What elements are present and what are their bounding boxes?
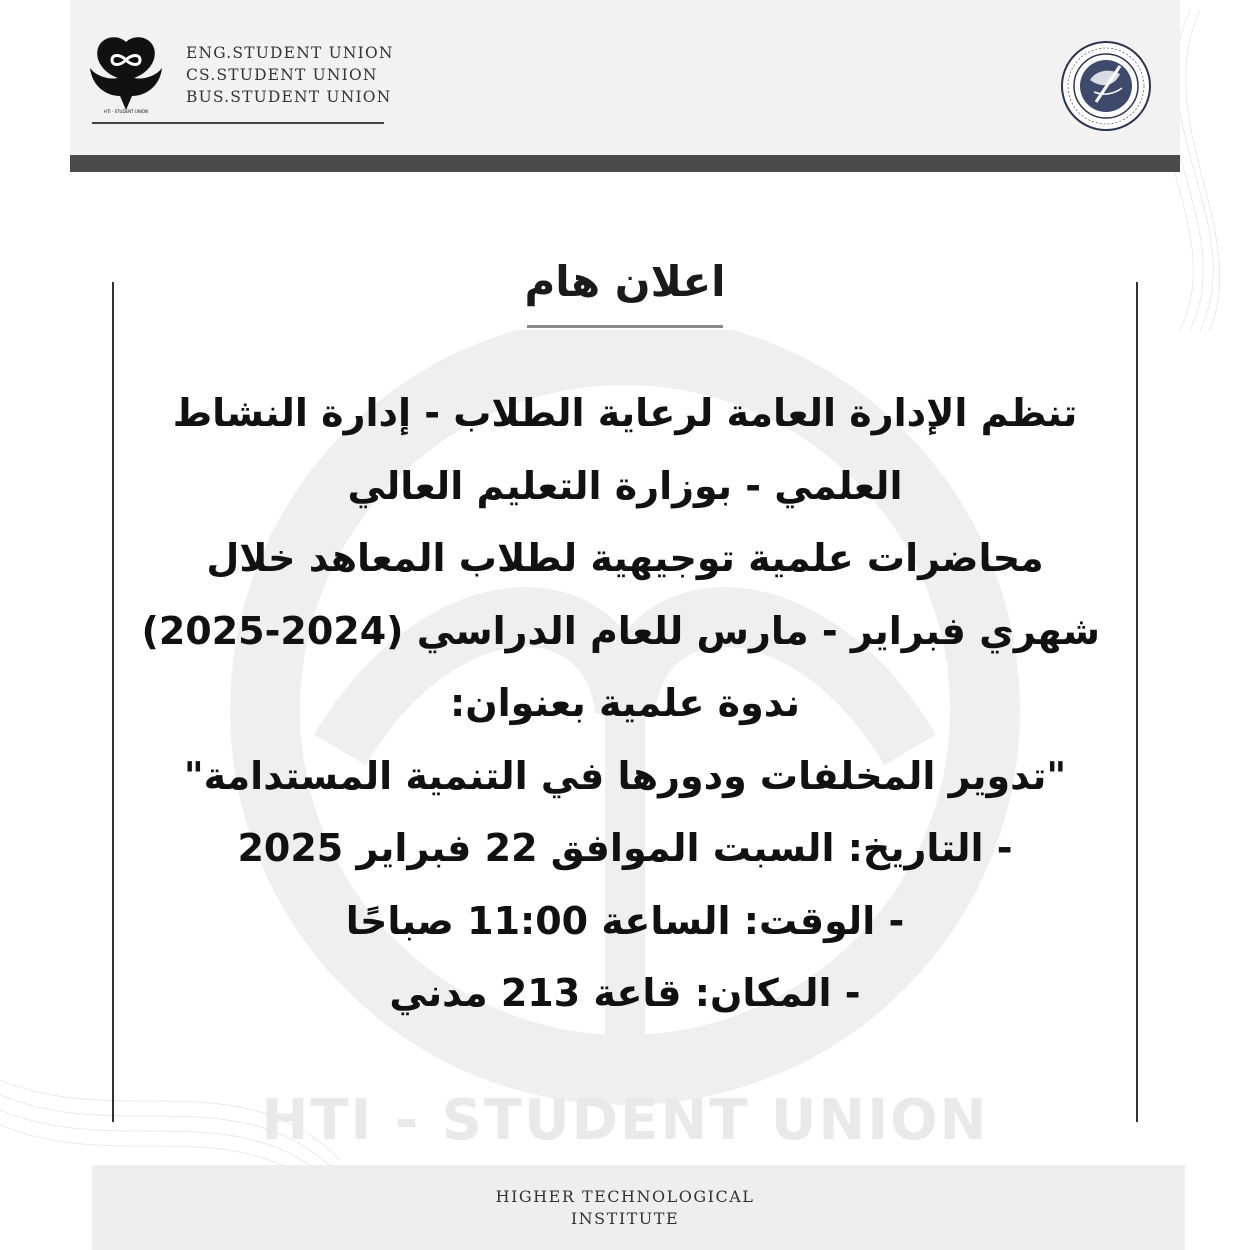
union-underline	[92, 122, 384, 124]
body-line-time: - الوقت: الساعة 11:00 صباحًا	[345, 898, 905, 943]
body-line-seminar-label: ندوة علمية بعنوان:	[450, 681, 800, 725]
institute-seal-logo	[1060, 40, 1152, 132]
announcement-title: اعلان هام	[524, 257, 726, 306]
body-line-ministry: العلمي - بوزارة التعليم العالي	[347, 463, 903, 508]
union-name-cs: CS.STUDENT UNION	[186, 66, 378, 84]
footer-line-1: HIGHER TECHNOLOGICAL	[495, 1187, 755, 1206]
body-line-period: شهري فبراير - مارس للعام الدراسي (2024-2025)	[141, 608, 1100, 653]
union-name-bus: BUS.STUDENT UNION	[186, 88, 392, 106]
watermark-text: HTI - STUDENT UNION	[261, 1088, 989, 1153]
body-line-location: - المكان: قاعة 213 مدني	[389, 971, 861, 1015]
header-bar	[70, 155, 1180, 172]
title-underline	[527, 325, 723, 328]
frame-line-right	[1136, 282, 1138, 1122]
union-names	[186, 42, 394, 108]
body-line-seminar-title: "تدوير المخلفات ودورها في التنمية المستدامة"	[183, 753, 1067, 798]
body-line-lectures: محاضرات علمية توجيهية لطلاب المعاهد خلال	[206, 536, 1044, 580]
student-union-logo-caption: HTI - STUDENT UNION	[103, 109, 149, 114]
body-line-date: - التاريخ: السبت الموافق 22 فبراير 2025	[237, 826, 1013, 870]
footer-institute-name	[0, 1186, 1250, 1230]
union-name-eng: ENG.STUDENT UNION	[186, 44, 394, 62]
student-union-logo	[88, 34, 164, 114]
announcement-body	[141, 385, 1100, 1038]
frame-line-left	[112, 282, 114, 1122]
footer-line-2: INSTITUTE	[570, 1209, 680, 1228]
body-line-organizer: تنظم الإدارة العامة لرعاية الطلاب - إدارة النشاط	[172, 391, 1078, 435]
